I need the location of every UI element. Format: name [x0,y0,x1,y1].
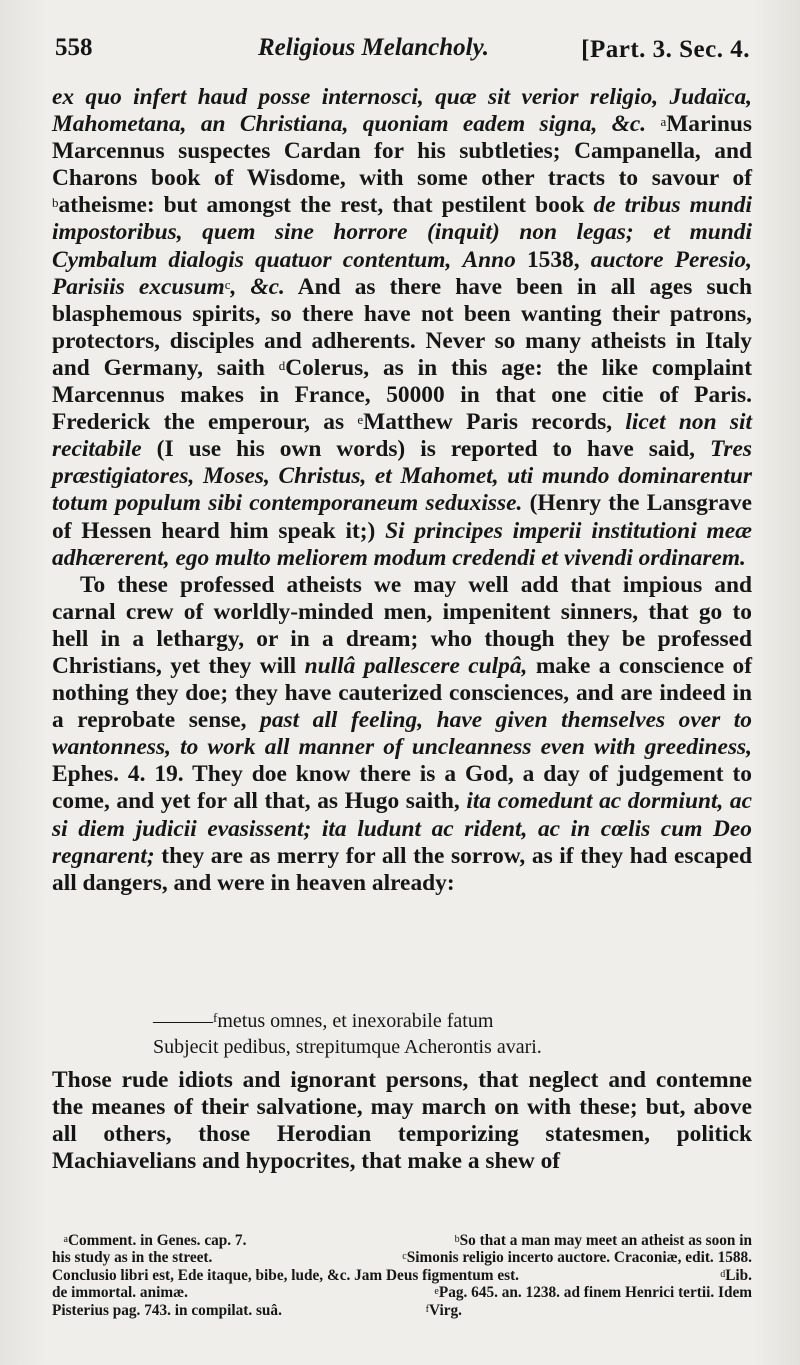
text-run: make a conscience of nothing they doe; they have cauterized consciences, and are indeed in a reprobate sense, [52,652,753,734]
text-run: Ephes. 4. 19. They doe know there is a God, a day of judgement to come, and yet for all that, as Hugo saith, [52,761,752,815]
verse-dash: ——— [153,1010,213,1032]
footnote-d [720,1267,752,1284]
footnote-mark: e [434,1286,439,1298]
footnote-row [52,1302,752,1319]
scripture-quote: past all feeling, have given themselves over to wantonness, to work all manner of uncleanness even with greediness, [52,707,752,761]
footnote-mark: c [402,1251,407,1263]
verse-line-2: Subjecit pedibus, strepitumque Acherontis avari. [153,1036,542,1058]
section-reference: [Part. 3. Sec. 4. [581,36,750,63]
running-title: Religious Melancholy. [258,34,490,61]
verse-quote [153,1008,753,1060]
footnote-marker-c[interactable]: c [224,276,231,292]
footnote-text: Lib. [725,1266,752,1284]
latin-quote: ex quo infert haud posse internosci, quæ sit verior religio, Judaïca, Mahometana, an Christiana, quoniam eadem signa, &c. [52,84,752,138]
footnote-row [52,1284,752,1301]
latin-quote: ita comedunt ac dormiunt, ac si diem judicii evasissent; ita ludunt ac rident, ac in cœlis cum Deo regnarent; [52,788,752,869]
footnote-a [52,1232,246,1249]
verse-line-1 [153,1008,753,1034]
text-run: (I use his own words) is reported to have said, [156,436,695,463]
footnote-mark: a [63,1234,68,1245]
footnote-marker-d[interactable]: d [278,357,286,373]
footnote-text: Pisterius pag. 743. in compilat. suâ. [52,1301,282,1319]
latin-quote: auctore Peresio, Parisiis excusum [52,246,752,300]
footnote-b [455,1232,752,1249]
latin-word: Anno [462,246,516,273]
page-number: 558 [55,34,93,61]
year: 1538, [526,246,580,273]
footnote-row [52,1267,752,1284]
footnote-mark: b [454,1234,460,1245]
text-run: To these professed atheists we may well add that impious and carnal crew of worldly-minded men, impenitent sinners, that go to hell in a lethargy, or in a dream; who though they be professed Christians, yet they will [52,571,752,679]
latin-word: , &c. [230,273,285,300]
paragraph-3-text: Those rude idiots and ignorant persons, that neglect and contemne the meanes of their salvatione, may march on with these; but, above all others, those Herodian temporizing statesmen, politick Machiavelians and hypocrites, that make a shew of [52,1067,752,1175]
latin-quote: Si principes imperii institutioni meæ adhærerent, ego multo meliorem modum credendi et vivendi ordinarem. [52,517,752,571]
main-text [52,84,752,897]
footnote-text: de immortal. animæ. [52,1284,188,1302]
footnote-e [434,1284,752,1301]
latin-quote: licet non sit recitabile [52,409,752,463]
footnote-text: Virg. [429,1301,462,1319]
text-run: Colerus, as in this age: the like complaint Marcennus makes in France, 50000 in that one citie of Paris. Frederick the emperour, as [52,354,752,436]
footnote-row [52,1249,752,1266]
footnote-marker-e[interactable]: e [357,412,364,428]
text-run: they are as merry for all the sorrow, as if they had escaped all dangers, and were in heaven already: [52,842,752,896]
footnote-mark: f [425,1303,429,1315]
footnote-marker-f[interactable]: f [213,1010,218,1025]
footnote-c [402,1249,752,1266]
text-run: Marinus Marcennus suspectes Cardan for his subtleties; Campanella, and Charons book of Wisdome, with some other tracts to savour of [52,111,752,192]
footnote-row [52,1232,752,1249]
footnote-text: Simonis religio incerto auctore. Craconiæ, edit. 1588. [406,1249,752,1267]
running-header [55,30,750,70]
footnote-text: Pag. 645. an. 1238. ad finem Henrici tertii. Idem [438,1284,752,1302]
footnote-f [426,1302,462,1319]
paragraph-1 [52,84,752,572]
paragraph-3 [52,1067,752,1175]
verse-text: metus omnes, et inexorabile fatum [217,1010,494,1032]
text-run: Matthew Paris records, [363,409,613,436]
footnote-text: Conclusio libri est, Ede itaque, bibe, lude, &c. Jam Deus figmentum est. [52,1266,519,1284]
footnote-text: his study as in the street. [52,1249,213,1267]
footnote-text: So that a man may meet an atheist as soon in [459,1232,752,1249]
latin-quote: Tres præstigiatores, Moses, Christus, et Mahomet, uti mundo dominarentur totum populum sibi contemporaneum seduxisse. [52,436,752,517]
paragraph-2 [52,572,752,897]
latin-quote: de tribus mundi impostoribus, quem sine horrore (inquit) non legas; et mundi Cymbalum dialogis quatuor contentum, [52,192,752,273]
footnote-marker-a[interactable]: a [660,114,667,130]
text-run: And as there have been in all ages such blasphemous spirits, so there have not been wanting their patrons, protectors, disciples and adherents. Never so many atheists in Italy and Germany, saith [52,273,752,381]
footnote-mark: d [720,1268,726,1280]
text-run: atheisme: but amongst the rest, that pestilent book [58,192,585,219]
footnotes [52,1232,752,1319]
footnote-marker-b[interactable]: b [52,195,59,211]
latin-quote: nullâ pallescere culpâ, [304,652,528,679]
footnote-text: Comment. in Genes. cap. 7. [67,1232,247,1249]
text-run: (Henry the Lansgrave of Hessen heard him speak it;) [52,490,752,544]
